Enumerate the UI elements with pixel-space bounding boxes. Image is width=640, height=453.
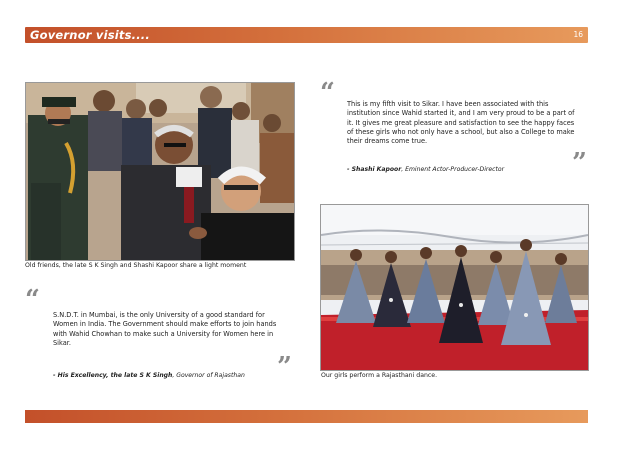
page-number: 16 [573,30,583,39]
close-quote-icon: ” [277,352,292,382]
attribution-name: - Shashi Kapoor [347,166,402,173]
photo-rajasthani-dance-image [321,205,588,370]
close-quote-icon: ” [572,148,587,178]
attribution-role: , Eminent Actor-Producer-Director [401,166,505,173]
open-quote-icon: “ [320,78,335,108]
quote-bottom-attribution [53,372,245,379]
photo-governor-and-actor [25,82,295,261]
photo-governor-and-actor-image [26,83,294,260]
open-quote-icon: “ [25,285,40,315]
photo-right-caption: Our girls perform a Rajasthani dance. [321,372,438,379]
attribution-name: - His Excellency, the late S K Singh [53,372,173,379]
header-bar [25,27,588,43]
photo-rajasthani-dance [320,204,589,371]
attribution-role: , Governor of Rajasthan [172,372,245,379]
quote-top-attribution [347,166,504,173]
footer-bar [25,410,588,423]
quote-bottom-text: S.N.D.T. in Mumbai, is the only University of a good standard for Women in India. The Government should make efforts to join hands with Wahid Chowhan to make such a University for Women here in Sikar. [53,311,277,347]
page-title: Governor visits.... [30,28,150,42]
quote-top-text: This is my fifth visit to Sikar. I have been associated with this institution since Wahid started it, and I am very proud to be a part of it. It gives me great pleasure and satisfaction to see the happy faces of these girls who not only have a school, but also a College to make their dreams come true. [347,100,575,146]
photo-left-caption: Old friends, the late S K Singh and Shashi Kapoor share a light moment [25,262,247,269]
